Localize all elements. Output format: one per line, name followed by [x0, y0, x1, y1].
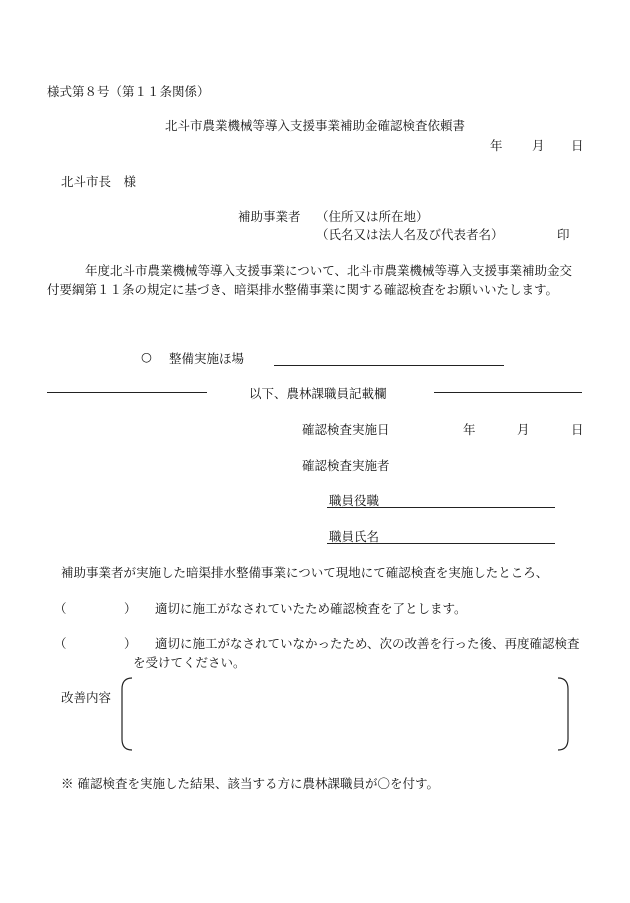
staff-name-label: 職員氏名	[329, 529, 380, 544]
result-intro-text: 補助事業者が実施した暗渠排水整備事業について現地にて確認検査を実施したところ、	[61, 565, 549, 580]
date-month: 月	[532, 138, 545, 153]
site-label: 整備実施ほ場	[169, 351, 245, 366]
left-bracket-icon	[119, 677, 133, 751]
staff-position-label: 職員役職	[329, 493, 380, 508]
office-section-label: 以下、農林課職員記載欄	[249, 386, 387, 401]
addressee: 北斗市長 様	[61, 174, 137, 189]
option-paren-open: （	[54, 601, 67, 616]
site-underline	[274, 365, 504, 366]
staff-name-underline	[327, 543, 555, 544]
option-paren-open: （	[54, 636, 67, 651]
divider-line-left	[47, 392, 207, 393]
name-label: （氏名又は法人名及び代表者名）	[316, 227, 504, 242]
footnote: ※ 確認検査を実施した結果、該当する方に農林課職員が〇を付す。	[61, 776, 439, 791]
date-year: 年	[490, 138, 503, 153]
inspection-day: 日	[571, 422, 584, 437]
seal-mark: 印	[557, 227, 570, 242]
option-paren-close: ）	[124, 601, 137, 616]
date-day: 日	[571, 138, 584, 153]
inspector-label: 確認検査実施者	[302, 458, 390, 473]
document-title: 北斗市農業機械等導入支援事業補助金確認検査依頼書	[164, 118, 465, 133]
staff-position-underline	[327, 507, 555, 508]
option-text: 適切に施工がなされていたため確認検査を了とします。	[155, 601, 467, 616]
form-number: 様式第８号（第１１条関係）	[47, 84, 210, 99]
applicant-label: 補助事業者	[238, 209, 301, 224]
divider-line-right	[434, 392, 582, 393]
bullet-circle: ○	[141, 349, 152, 364]
inspection-date-label: 確認検査実施日	[302, 422, 390, 437]
inspection-year: 年	[463, 422, 476, 437]
improvement-label: 改善内容	[61, 690, 112, 705]
address-label: （住所又は所在地）	[316, 209, 429, 224]
inspection-month: 月	[517, 422, 530, 437]
option-paren-close: ）	[124, 636, 137, 651]
right-bracket-icon	[557, 677, 571, 751]
request-body-text: 年度北斗市農業機械等導入支援事業について、北斗市農業機械等導入支援事業補助金交付要綱第１１条の規定に基づき、暗渠排水整備事業に関する確認検査をお願いいたします。	[47, 263, 573, 297]
option-text: 適切に施工がなされていなかったため、次の改善を行った後、再度確認検査を受けてください。	[133, 636, 580, 670]
